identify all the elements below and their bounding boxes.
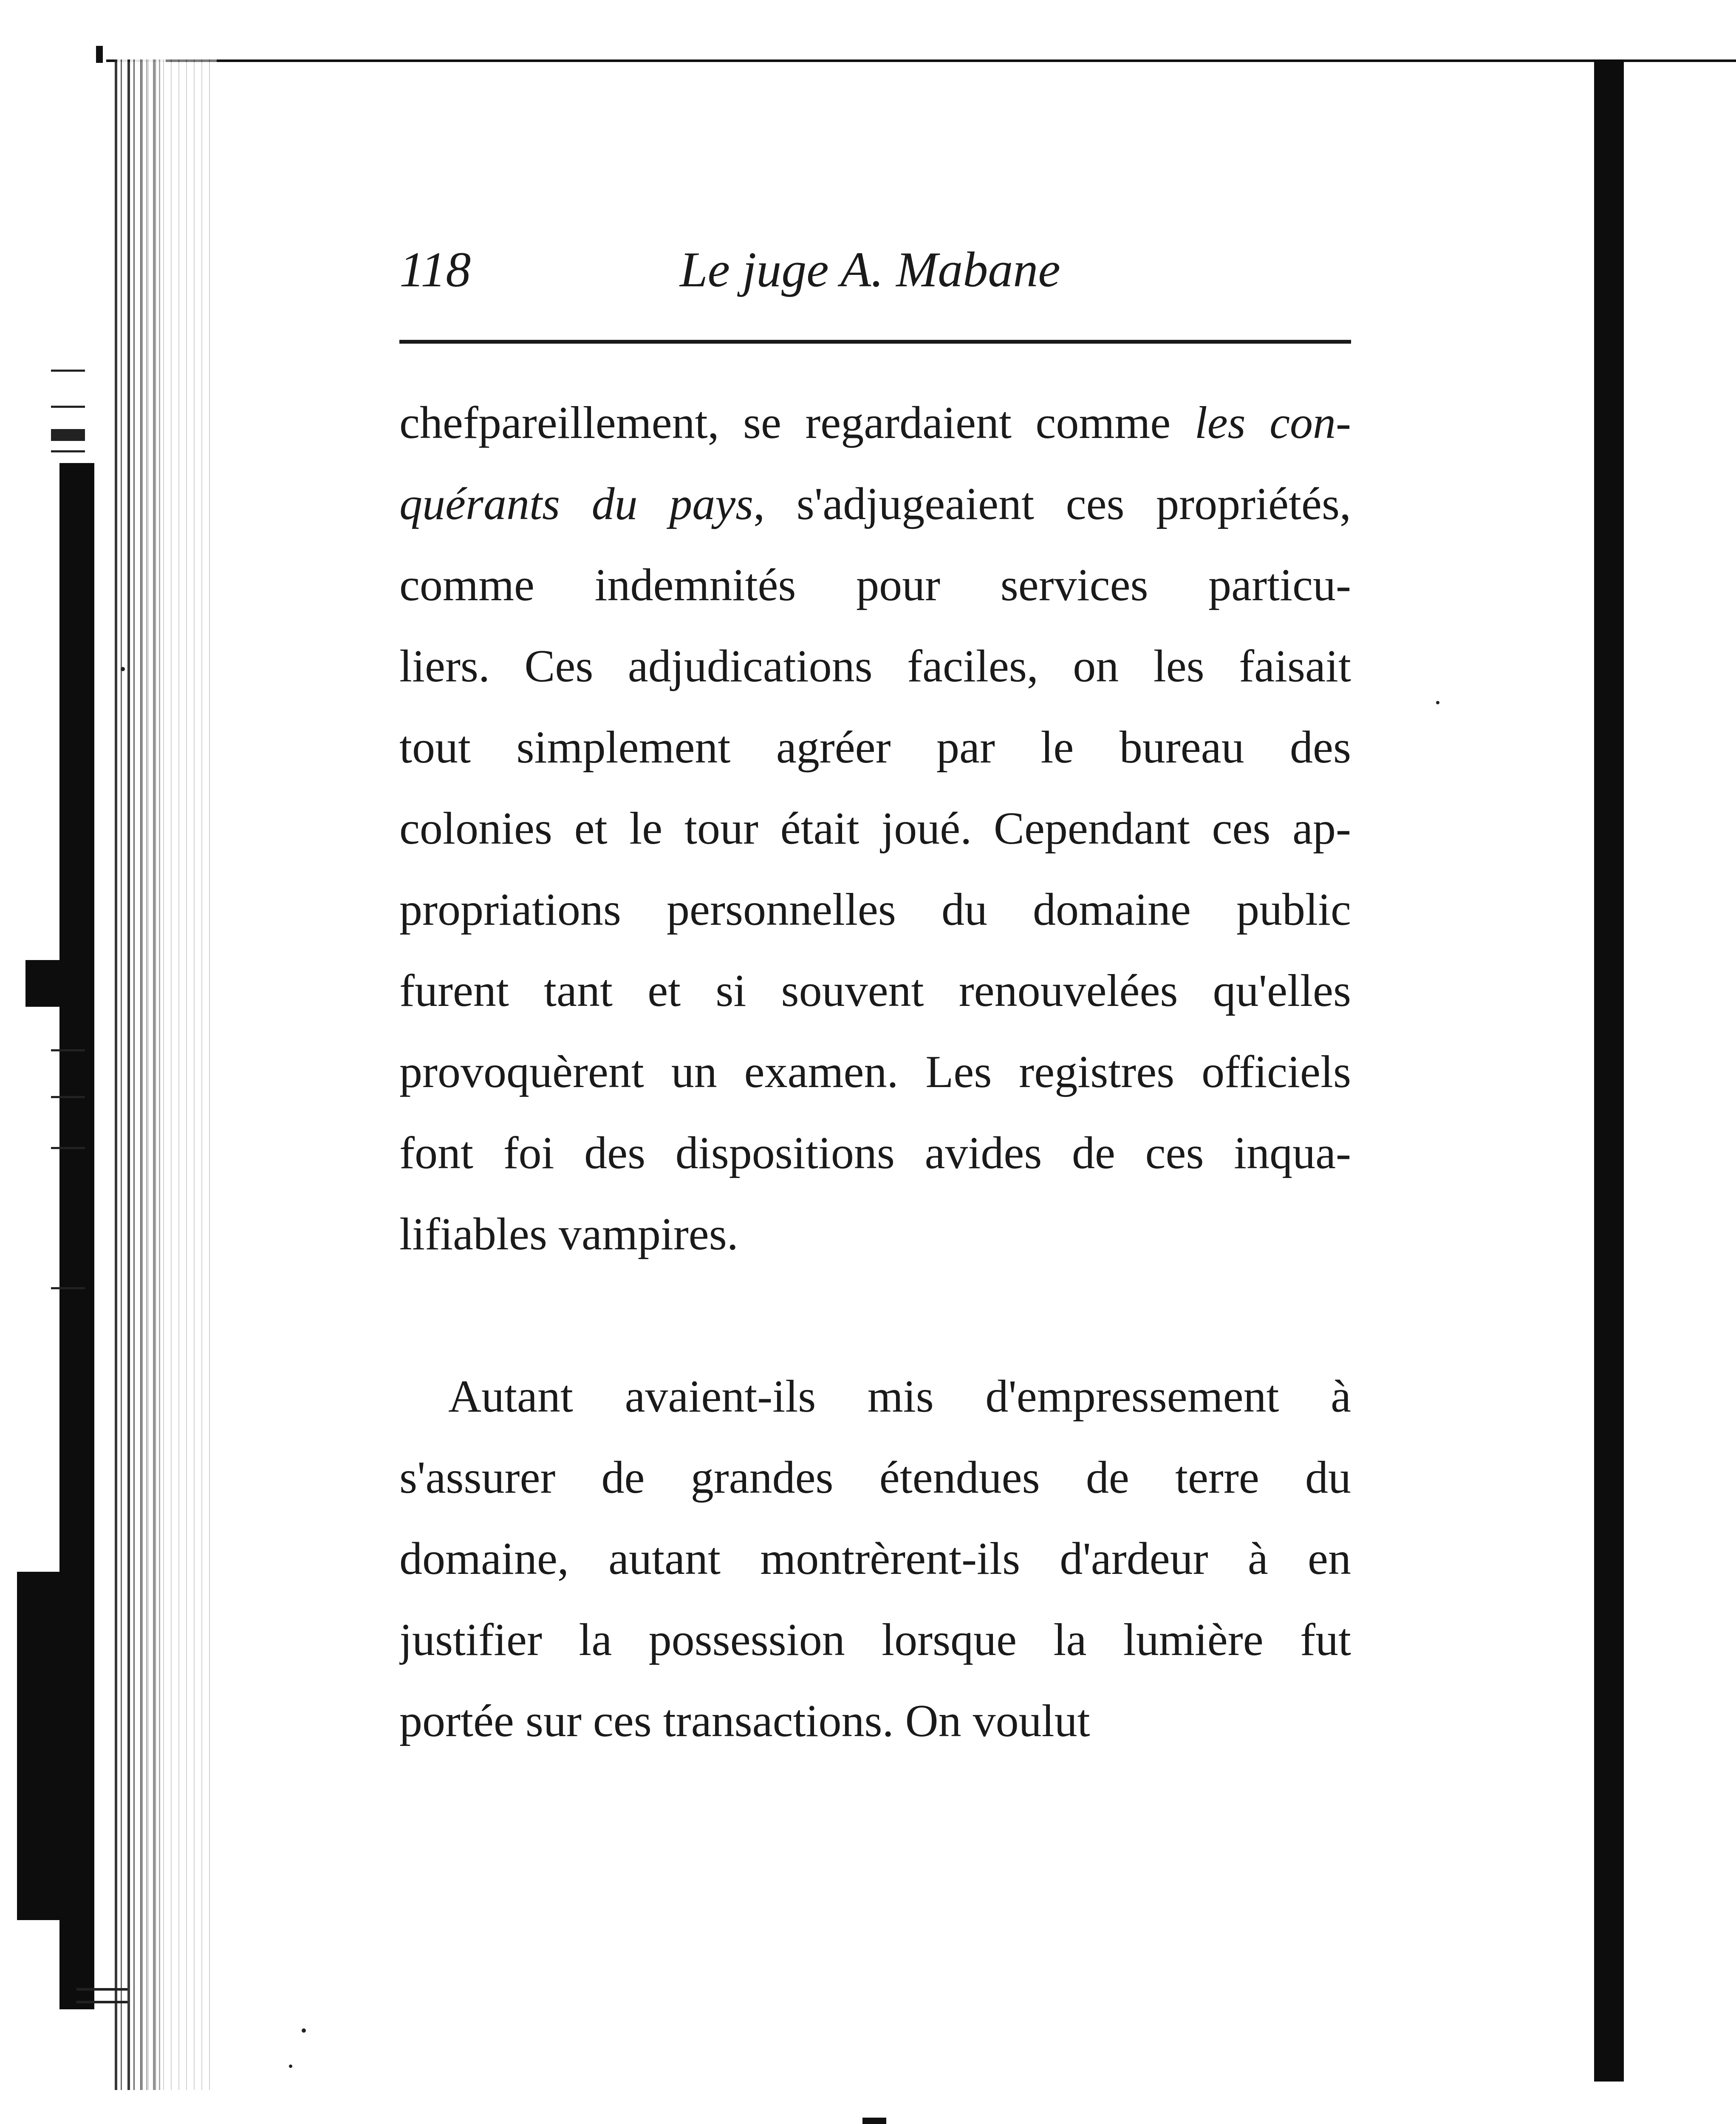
scan-binding-noise [140, 59, 217, 2090]
text-line [399, 1437, 1351, 1518]
scan-speck [302, 2028, 306, 2033]
scan-speck [1436, 701, 1439, 704]
running-title: Le juge A. Mabane [680, 242, 1060, 297]
italic-text-run: les con- [1194, 398, 1351, 448]
scan-left-tick [51, 1287, 85, 1289]
text-line [399, 1356, 1351, 1437]
scan-left-tick [51, 370, 85, 372]
text-line [399, 950, 1351, 1031]
text-line [399, 1681, 1351, 1762]
text-run: s'assurer de grandes étendues de terre du [399, 1452, 1351, 1503]
scan-speck [289, 2065, 292, 2068]
scan-left-tick [51, 1049, 85, 1051]
text-line [399, 382, 1351, 463]
italic-text-run: quérants du pays [399, 479, 754, 529]
text-line [399, 1194, 1351, 1275]
scan-left-tick [76, 1988, 127, 1991]
text-line [399, 707, 1351, 788]
text-run: colonies et le tour était joué. Cependant ces ap- [399, 803, 1351, 854]
scan-top-mark [96, 46, 103, 63]
scan-left-tick [51, 450, 85, 452]
scan-left-tick [51, 1147, 85, 1149]
text-run: font foi des dispositions avides de ces inqua- [399, 1128, 1351, 1178]
text-run: provoquèrent un examen. Les registres officiels [399, 1047, 1351, 1097]
text-line [399, 1113, 1351, 1194]
text-run: furent tant et si souvent renouvelées qu'elles [399, 966, 1351, 1016]
text-run: , s'adjugeaient ces propriétés, [753, 479, 1351, 529]
text-run: comme indemnités pour services particu- [399, 560, 1351, 610]
scan-bottom-mark [862, 2118, 886, 2124]
text-run: chefpareillement, se regardaient comme [399, 398, 1195, 448]
text-line [399, 1031, 1351, 1113]
text-line [399, 1518, 1351, 1599]
text-run: propriations personnelles du domaine public [399, 884, 1351, 935]
text-line [399, 463, 1351, 545]
text-run: domaine, autant montrèrent-ils d'ardeur à en [399, 1534, 1351, 1584]
scan-left-tick [76, 2001, 127, 2003]
text-line [399, 626, 1351, 707]
text-run: tout simplement agréer par le bureau des [399, 722, 1351, 773]
body-text [399, 382, 1351, 1762]
text-line [399, 545, 1351, 626]
text-run: Autant avaient-ils mis d'empressement à [448, 1371, 1351, 1422]
scan-top-border [106, 59, 1736, 62]
scan-left-tick [51, 429, 85, 441]
text-line [399, 1599, 1351, 1681]
scan-left-tick [51, 1096, 85, 1098]
text-line [399, 788, 1351, 869]
text-run: liers. Ces adjudications faciles, on les faisait [399, 641, 1351, 692]
running-head [399, 238, 1351, 302]
text-run: lifiables vampires. [399, 1209, 738, 1260]
paragraph-gap [399, 1275, 1351, 1356]
header-rule [399, 340, 1351, 344]
text-run: portée sur ces transactions. On voulut [399, 1696, 1090, 1746]
scan-left-tick [51, 406, 85, 408]
scan-left-block-upper [25, 960, 59, 1007]
scan-left-block-lower [17, 1572, 68, 1920]
text-run: justifier la possession lorsque la lumière fut [399, 1615, 1351, 1665]
page-number: 118 [399, 242, 471, 297]
scan-speck [121, 667, 125, 671]
text-line [399, 869, 1351, 950]
scan-right-shadow [1594, 59, 1624, 2082]
